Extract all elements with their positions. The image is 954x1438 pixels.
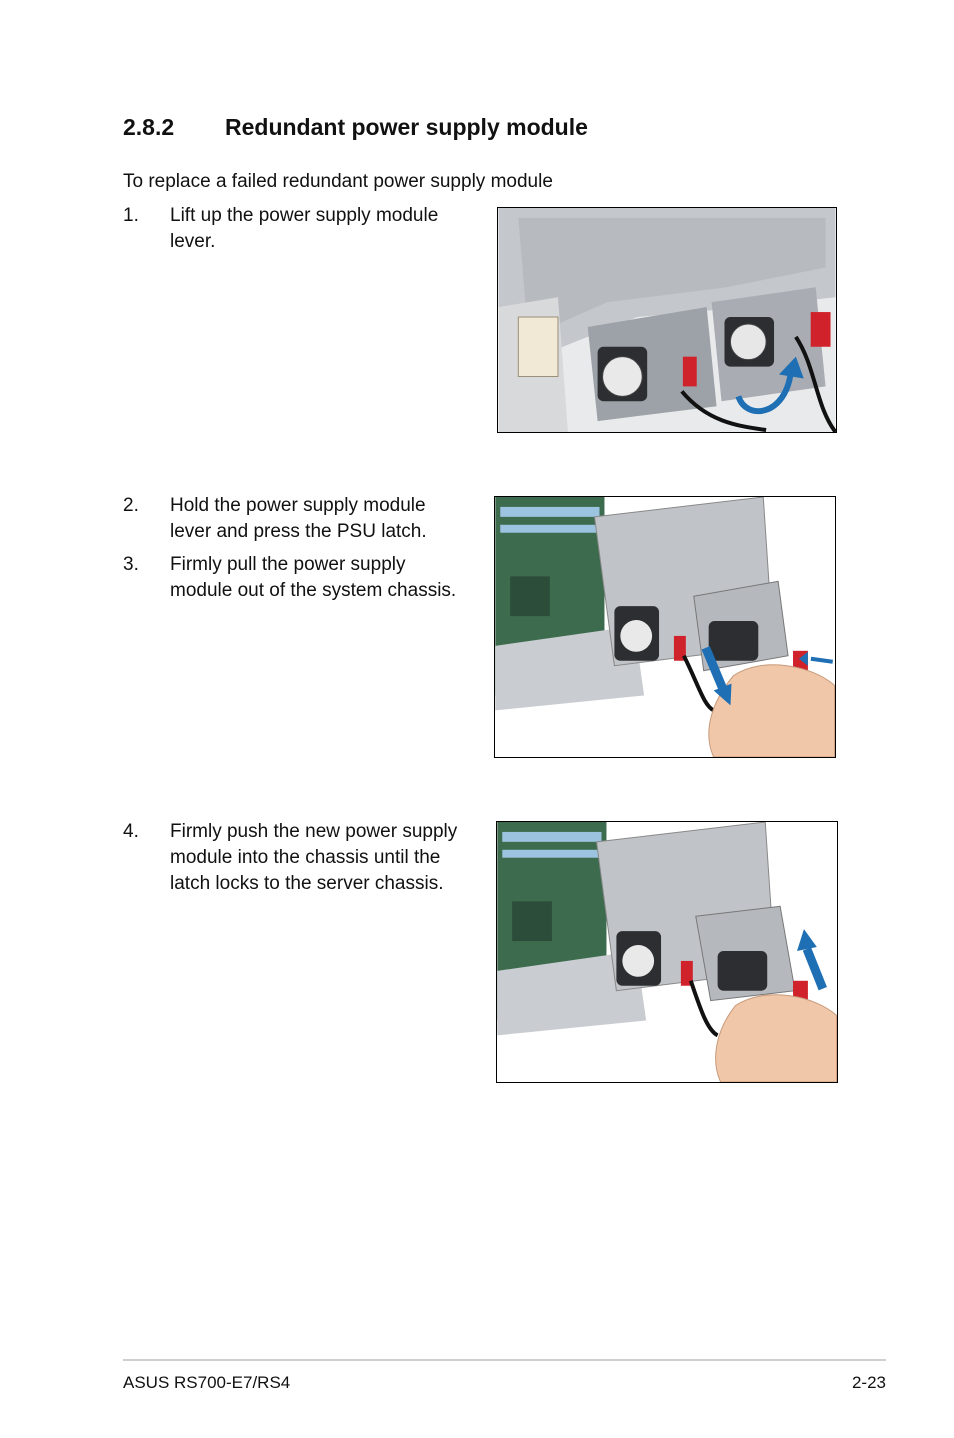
step-text: Lift up the power supply module lever.	[170, 205, 439, 252]
step-text: Firmly pull the power supply module out of the system chassis.	[170, 554, 457, 601]
figure-push-module	[496, 821, 838, 1083]
figure-pull-module	[494, 496, 836, 758]
footer-model: ASUS RS700-E7/RS4	[123, 1373, 291, 1392]
step-number: 4.	[123, 821, 139, 842]
step-number: 3.	[123, 554, 139, 575]
step-number: 1.	[123, 205, 139, 226]
footer-divider	[123, 1359, 886, 1361]
step-text: Hold the power supply module lever and press the PSU latch.	[170, 495, 427, 542]
section-number: 2.8.2	[123, 114, 175, 140]
figure-lift-lever	[497, 207, 837, 433]
page-number: 2-23	[851, 1373, 886, 1392]
psu-lever-illustration	[498, 208, 836, 432]
step-text: Firmly push the new power supply module into the chassis until the latch locks to the server chassis.	[170, 821, 458, 894]
step-number: 2.	[123, 495, 139, 516]
psu-push-illustration	[497, 822, 837, 1082]
intro-text: To replace a failed redundant power supply module	[123, 171, 553, 192]
section-title: Redundant power supply module	[225, 114, 588, 140]
psu-pull-illustration	[495, 497, 835, 757]
latch-icon	[683, 357, 697, 387]
